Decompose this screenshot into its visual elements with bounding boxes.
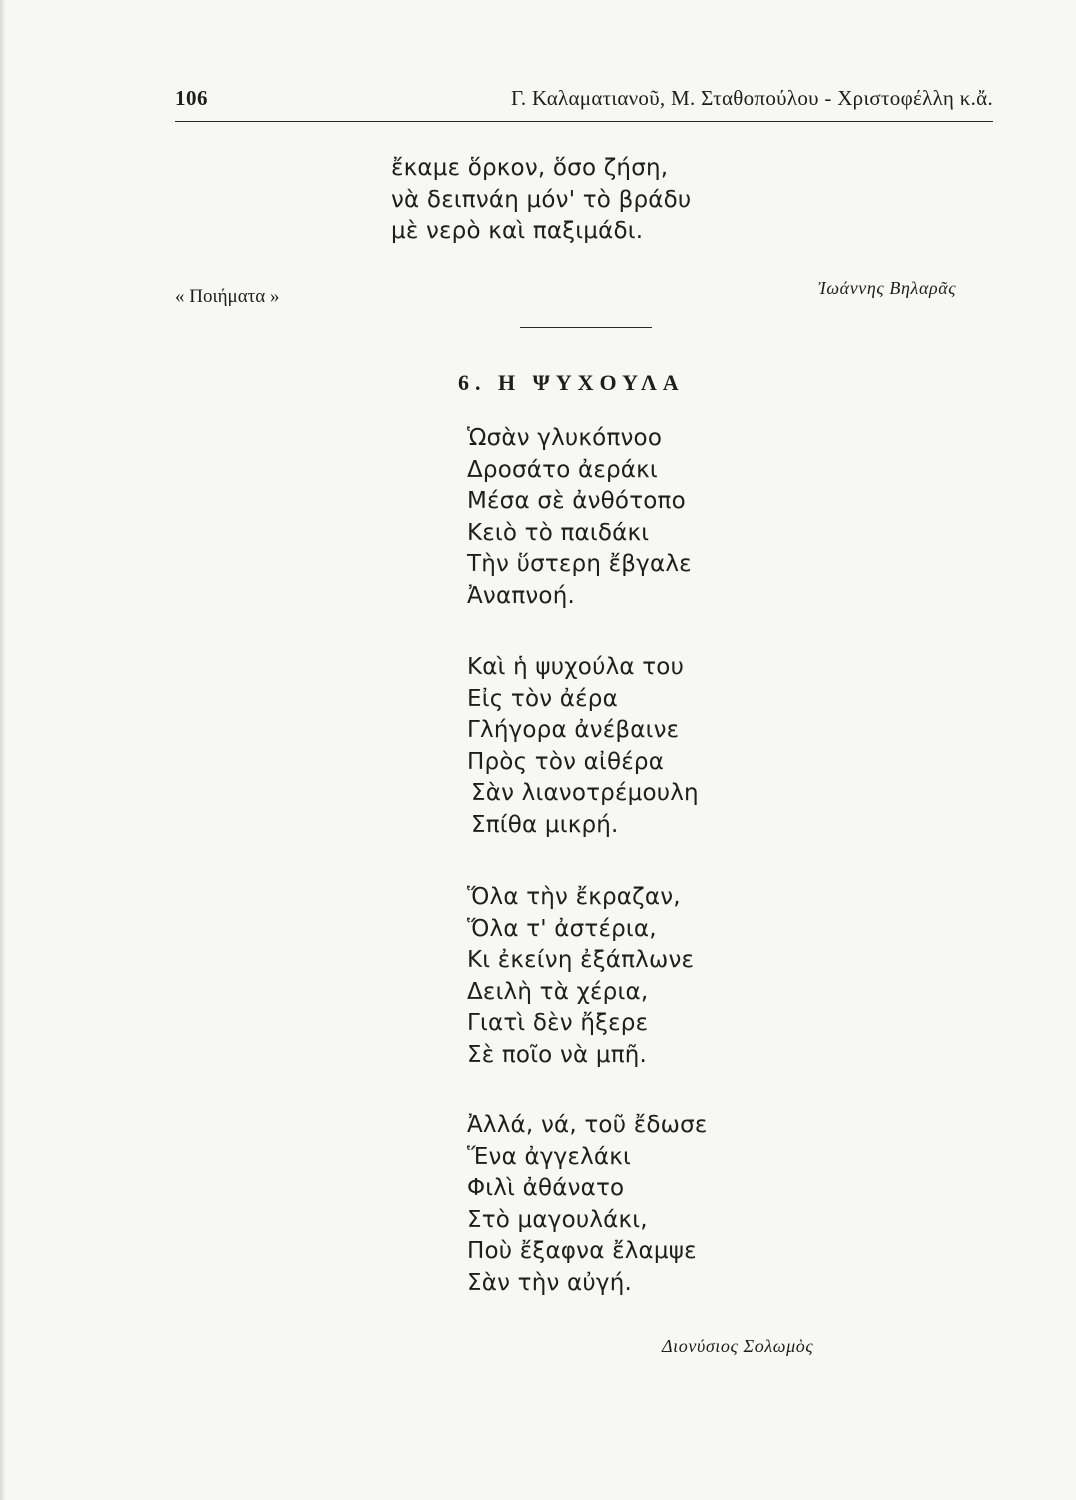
page-header	[175, 86, 993, 116]
verse-line: Δροσάτο ἀεράκι	[467, 456, 658, 483]
verse-line: Στὸ μαγουλάκι,	[467, 1206, 648, 1233]
verse-line: Εἰς τὸν ἀέρα	[467, 685, 618, 712]
verse-line: μὲ νερὸ καὶ παξιμάδι.	[391, 218, 644, 244]
poem-title: 6. Η ΨΥΧΟΥΛΑ	[458, 370, 685, 395]
verse-line: Τὴν ὕστερη ἔβγαλε	[467, 551, 692, 577]
verse-line: Δειλὴ τὰ χέρια,	[467, 978, 649, 1005]
page-number: 106	[175, 86, 208, 110]
stanza-3	[467, 882, 694, 1071]
running-head: Γ. Καλαματιανοῦ, Μ. Σταθοπούλου - Χριστοφέλλη κ.ἄ.	[510, 86, 993, 110]
verse-line: Ὅλα τ' ἀστέρια,	[467, 915, 657, 942]
section-separator	[520, 327, 652, 328]
verse-line: Κειὸ τὸ παιδάκι	[467, 519, 650, 546]
verse-line: Ἀλλά, νά, τοῦ ἔδωσε	[467, 1112, 708, 1138]
stanza-1	[467, 423, 692, 612]
verse-line: Κι ἐκείνη ἐξάπλωνε	[467, 947, 695, 973]
stanza-4	[467, 1110, 707, 1299]
verse-line: Ἀναπνοή.	[467, 582, 575, 609]
previous-poem-author: Ἰωάννης Βηλαρᾶς	[818, 278, 957, 298]
verse-line: Γιατὶ δὲν ἤξερε	[467, 1010, 649, 1036]
verse-line: Σὲ ποῖο νὰ μπῆ.	[467, 1041, 648, 1068]
previous-poem-ending	[391, 153, 691, 248]
header-rule	[175, 121, 993, 122]
verse-line: Πρὸς τὸν αἰθέρα	[467, 748, 665, 775]
verse-line: Ἕνα ἀγγελάκι	[467, 1143, 631, 1170]
source-label: « Ποιήματα »	[175, 286, 280, 307]
verse-line: Μέσα σὲ ἀνθότοπο	[467, 488, 686, 514]
verse-line: νὰ δειπνάη μόν' τὸ βράδυ	[391, 186, 692, 213]
verse-line: Φιλὶ ἀθάνατο	[467, 1175, 625, 1201]
page-edge-shadow	[0, 0, 6, 1500]
poem-author: Διονύσιος Σολωμὸς	[662, 1336, 814, 1356]
verse-line: Ὡσὰν γλυκόπνοο	[467, 425, 663, 451]
verse-line: Ποὺ ἔξαφνα ἔλαμψε	[467, 1238, 697, 1264]
verse-line: ἔκαμε ὅρκον, ὅσο ζήση,	[391, 155, 669, 181]
stanza-2	[467, 652, 699, 841]
verse-line: Σὰν τὴν αὐγή.	[467, 1269, 633, 1296]
verse-line: Γλήγορα ἀνέβαινε	[467, 717, 680, 743]
verse-line: Σὰν λιανοτρέμουλη	[471, 780, 699, 806]
verse-line: Καὶ ἡ ψυχούλα του	[467, 654, 685, 680]
verse-line: Ὅλα τὴν ἔκραζαν,	[467, 884, 681, 910]
verse-line: Σπίθα μικρή.	[471, 811, 619, 838]
